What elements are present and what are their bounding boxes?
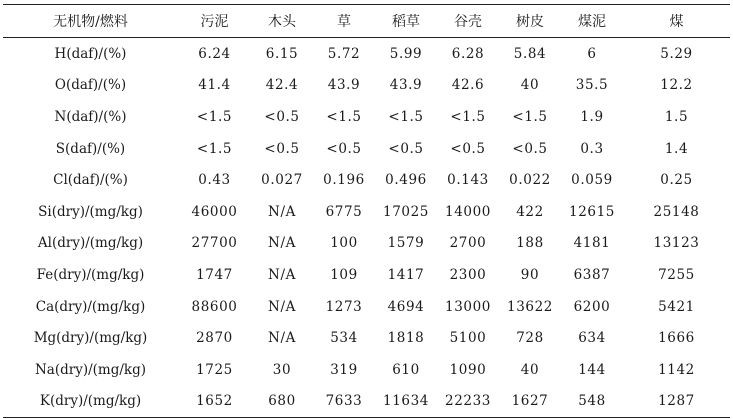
value-cell: 4181 xyxy=(573,235,611,252)
value-cell: 5100 xyxy=(449,330,487,347)
header-cell-bark: 树皮 xyxy=(516,14,544,30)
value-cell: 0.43 xyxy=(198,172,231,189)
table-row xyxy=(3,38,730,70)
value-cell: 548 xyxy=(578,393,606,410)
header-cell-row-label: 无机物/燃料 xyxy=(53,14,128,30)
value-cell: 5.72 xyxy=(327,45,361,62)
value-cell: 1627 xyxy=(511,393,549,410)
value-cell: N/A xyxy=(268,266,296,283)
value-cell: 1579 xyxy=(387,235,425,252)
value-cell: <1.5 xyxy=(388,108,424,125)
table-row xyxy=(3,228,730,260)
row-label-cell: Mg(dry)/(mg/kg) xyxy=(33,330,148,347)
value-cell: 2300 xyxy=(449,266,487,283)
fuel-composition-table-wrapper xyxy=(3,4,730,418)
value-cell: N/A xyxy=(268,330,296,347)
value-cell: 0.027 xyxy=(261,172,303,189)
value-cell: 40 xyxy=(520,77,540,94)
value-cell: 13123 xyxy=(653,235,700,252)
value-cell: 27700 xyxy=(191,235,238,252)
value-cell: N/A xyxy=(268,298,296,315)
table-row xyxy=(3,101,730,133)
value-cell: <0.5 xyxy=(264,108,300,125)
value-cell: 6 xyxy=(587,45,597,62)
value-cell: 0.143 xyxy=(447,172,489,189)
value-cell: 680 xyxy=(268,393,296,410)
value-cell: 319 xyxy=(330,361,358,378)
value-cell: 610 xyxy=(392,361,420,378)
value-cell: 43.9 xyxy=(389,77,423,94)
value-cell: 6200 xyxy=(573,298,611,315)
value-cell: 1666 xyxy=(658,330,695,347)
fuel-composition-table xyxy=(3,4,730,418)
row-label-cell: Ca(dry)/(mg/kg) xyxy=(35,298,146,315)
value-cell: 728 xyxy=(516,330,544,347)
row-label-cell: H(daf)/(%) xyxy=(54,45,127,62)
value-cell: N/A xyxy=(268,203,296,220)
table-row xyxy=(3,70,730,102)
value-cell: 109 xyxy=(330,266,358,283)
value-cell: <0.5 xyxy=(264,140,300,157)
table-row xyxy=(3,291,730,323)
value-cell: 88600 xyxy=(191,298,238,315)
value-cell: 90 xyxy=(520,266,540,283)
row-label-cell: N(daf)/(%) xyxy=(54,108,127,125)
header-cell-straw: 稻草 xyxy=(392,14,420,30)
value-cell: 6775 xyxy=(325,203,363,220)
value-cell: 42.4 xyxy=(265,77,299,94)
row-label-cell: Si(dry)/(mg/kg) xyxy=(38,203,143,220)
row-label-cell: Al(dry)/(mg/kg) xyxy=(37,235,144,252)
table-row xyxy=(3,259,730,291)
value-cell: 1747 xyxy=(196,266,233,283)
value-cell: 5.99 xyxy=(389,45,423,62)
value-cell: 6.28 xyxy=(451,45,485,62)
value-cell: 35.5 xyxy=(575,77,609,94)
value-cell: <1.5 xyxy=(196,108,233,125)
value-cell: 1417 xyxy=(387,266,425,283)
value-cell: 42.6 xyxy=(451,77,485,94)
value-cell: 0.196 xyxy=(323,172,365,189)
value-cell: <0.5 xyxy=(450,140,486,157)
value-cell: 1.5 xyxy=(664,108,689,125)
value-cell: 11634 xyxy=(383,393,429,410)
value-cell: 1.4 xyxy=(664,140,689,157)
value-cell: 6.24 xyxy=(198,45,231,62)
value-cell: 13622 xyxy=(507,298,553,315)
value-cell: 1.9 xyxy=(580,108,604,125)
value-cell: 100 xyxy=(330,235,358,252)
header-cell-husk: 谷壳 xyxy=(454,14,482,30)
value-cell: 1142 xyxy=(658,361,695,378)
value-cell: 7255 xyxy=(658,266,695,283)
value-cell: <1.5 xyxy=(450,108,486,125)
value-cell: 43.9 xyxy=(327,77,361,94)
value-cell: 4694 xyxy=(387,298,425,315)
value-cell: 0.059 xyxy=(571,172,613,189)
header-cell-wood: 木头 xyxy=(268,14,296,30)
value-cell: 0.3 xyxy=(580,140,604,157)
value-cell: 46000 xyxy=(191,203,238,220)
value-cell: <1.5 xyxy=(326,108,362,125)
value-cell: 17025 xyxy=(383,203,429,220)
value-cell: 1273 xyxy=(325,298,363,315)
table-row xyxy=(3,354,730,386)
value-cell: 22233 xyxy=(445,393,491,410)
value-cell: 0.022 xyxy=(509,172,551,189)
value-cell: 30 xyxy=(272,361,292,378)
value-cell: 1652 xyxy=(196,393,233,410)
value-cell: <0.5 xyxy=(326,140,362,157)
value-cell: 41.4 xyxy=(198,77,231,94)
header-row xyxy=(3,5,730,38)
value-cell: 6387 xyxy=(573,266,611,283)
row-label-cell: S(daf)/(%) xyxy=(55,140,126,157)
value-cell: 1818 xyxy=(387,330,425,347)
table-header xyxy=(3,5,730,38)
row-label-cell: O(daf)/(%) xyxy=(54,77,127,94)
value-cell: 25148 xyxy=(653,203,700,220)
value-cell: <0.5 xyxy=(388,140,424,157)
value-cell: 1090 xyxy=(449,361,487,378)
header-cell-coal: 煤 xyxy=(669,14,684,30)
value-cell: 14000 xyxy=(445,203,491,220)
value-cell: 0.496 xyxy=(385,172,427,189)
value-cell: 12.2 xyxy=(660,77,693,94)
row-label-cell: Cl(daf)/(%) xyxy=(53,172,128,189)
value-cell: 13000 xyxy=(445,298,491,315)
value-cell: 6.15 xyxy=(265,45,299,62)
header-cell-grass: 草 xyxy=(337,14,351,30)
row-label-cell: Na(dry)/(mg/kg) xyxy=(34,361,146,378)
value-cell: 534 xyxy=(330,330,358,347)
value-cell: <1.5 xyxy=(512,108,548,125)
header-cell-sludge: 污泥 xyxy=(200,14,229,30)
value-cell: 0.25 xyxy=(660,172,693,189)
value-cell: <0.5 xyxy=(512,140,548,157)
row-label-cell: Fe(dry)/(mg/kg) xyxy=(36,266,145,283)
table-row xyxy=(3,196,730,228)
value-cell: 40 xyxy=(520,361,540,378)
value-cell: 5.84 xyxy=(513,45,547,62)
value-cell: <1.5 xyxy=(196,140,233,157)
row-label-cell: K(dry)/(mg/kg) xyxy=(39,393,142,410)
value-cell: 2700 xyxy=(449,235,487,252)
value-cell: N/A xyxy=(268,235,296,252)
value-cell: 1287 xyxy=(658,393,695,410)
value-cell: 422 xyxy=(516,203,544,220)
value-cell: 12615 xyxy=(569,203,615,220)
table-row xyxy=(3,133,730,165)
table-row xyxy=(3,322,730,354)
value-cell: 5421 xyxy=(658,298,695,315)
value-cell: 2870 xyxy=(196,330,233,347)
value-cell: 1725 xyxy=(196,361,233,378)
value-cell: 144 xyxy=(578,361,606,378)
table-row xyxy=(3,164,730,196)
table-row xyxy=(3,386,730,418)
table-body xyxy=(3,38,730,418)
header-cell-slime: 煤泥 xyxy=(578,14,606,30)
value-cell: 188 xyxy=(516,235,544,252)
value-cell: 7633 xyxy=(325,393,363,410)
value-cell: 5.29 xyxy=(660,45,693,62)
value-cell: 634 xyxy=(578,330,606,347)
